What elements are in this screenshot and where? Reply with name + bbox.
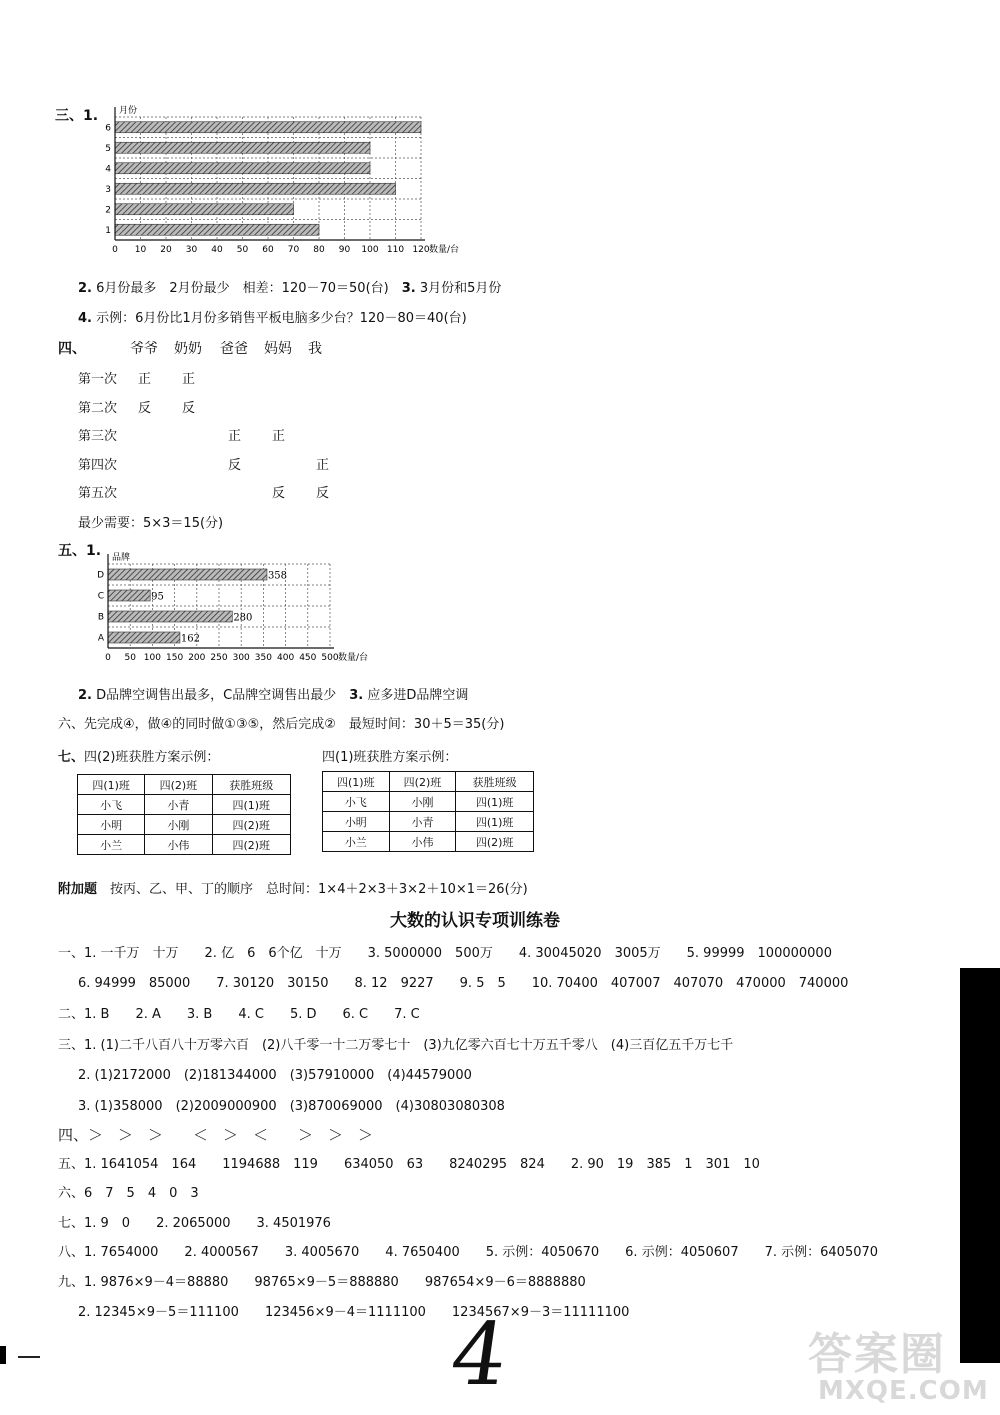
x-tick-label: 0 <box>105 653 111 663</box>
p2-l1: 二、1. B 2. A 3. B 4. C 5. D 6. C 7. C <box>58 1007 420 1022</box>
table-header-row <box>323 772 534 792</box>
round-label: 第一次 <box>78 372 118 387</box>
coin-result: 反 <box>272 486 286 501</box>
x-tick-label: 80 <box>313 245 325 255</box>
round-label: 第三次 <box>78 429 118 444</box>
p1-l1: 一、1. 一千万 十万 2. 亿 6 6个亿 十万 3. 5000000 500万 4. 30045020 3005万 5. 99999 100000000 <box>58 946 832 961</box>
x-tick-label: 30 <box>185 245 198 255</box>
s7-left-title: 七、四(2)班获胜方案示例： <box>58 750 220 765</box>
x-tick-label: 350 <box>254 653 272 663</box>
handwritten-page-number: 4 <box>444 1305 514 1405</box>
x-axis-title: 数量/台 <box>429 245 460 255</box>
category-label: A <box>97 633 104 644</box>
bar-B <box>108 611 232 622</box>
x-tick-label: 200 <box>188 653 206 663</box>
category-label: 3 <box>105 184 111 195</box>
s4-summary: 最少需要：5×3＝15(分) <box>78 516 224 531</box>
p3-l1: 三、1. (1)二千八百八十万零六百 (2)八千零一十二万零七十 (3)九亿零六百七十万五千零八 (4)三百亿五千万七千 <box>58 1038 734 1053</box>
table-row <box>323 812 534 832</box>
category-label: D <box>97 570 104 581</box>
x-tick-label: 90 <box>338 245 351 255</box>
section-3-number: 三、1. <box>55 108 99 124</box>
category-label: 5 <box>105 143 111 154</box>
p8-l1: 八、1. 7654000 2. 4000567 3. 4005670 4. 7650400 5. 示例：4050670 6. 示例：4050607 7. 示例：6405070 <box>58 1245 879 1260</box>
table-header-cell: 四(2)班 <box>389 772 456 792</box>
bar-3 <box>115 183 396 194</box>
watermark-logo: 答案圈 <box>808 1329 946 1380</box>
bar-5 <box>115 142 370 153</box>
page-edge-mark <box>0 1346 6 1364</box>
bar-C <box>108 590 150 601</box>
table-header-cell: 四(2)班 <box>145 775 212 795</box>
table-cell: 小飞 <box>323 792 390 812</box>
s7-right-title: 四(1)班获胜方案示例： <box>322 750 458 765</box>
x-tick-label: 20 <box>160 245 172 255</box>
p5-l1: 五、1. 1641054 164 1194688 119 634050 63 8240295 824 2. 90 19 385 1 301 10 <box>58 1157 760 1172</box>
s7-left-table <box>77 774 291 855</box>
x-tick-label: 300 <box>232 653 250 663</box>
table-cell: 四(2)班 <box>212 835 290 855</box>
coin-result: 反 <box>228 458 242 473</box>
table-cell: 小兰 <box>323 832 390 852</box>
coin-result: 正 <box>272 429 286 444</box>
x-tick-label: 0 <box>112 245 118 255</box>
table-cell: 小飞 <box>78 795 145 815</box>
round-label: 第五次 <box>78 486 118 501</box>
coin-result: 反 <box>316 486 330 501</box>
y-axis-title: 月份 <box>119 106 138 116</box>
table-cell: 小兰 <box>78 835 145 855</box>
person-header: 爸爸 <box>220 341 248 357</box>
round-label: 第四次 <box>78 458 118 473</box>
watermark-url: MXQE.COM <box>818 1376 989 1406</box>
coin-result: 反 <box>182 401 196 416</box>
bar-1 <box>115 224 319 235</box>
category-label: C <box>97 591 104 602</box>
bar-A <box>108 632 180 643</box>
table-cell: 四(1)班 <box>456 792 534 812</box>
person-header: 爷爷 <box>130 341 158 357</box>
table-row <box>78 815 291 835</box>
x-tick-label: 100 <box>361 245 379 255</box>
category-label: 4 <box>105 164 111 175</box>
bar-D <box>108 569 267 580</box>
table-row <box>323 792 534 812</box>
s3-q4: 4. 示例：6月份比1月份多销售平板电脑多少台？120－80＝40(台) <box>78 311 467 326</box>
person-header: 妈妈 <box>264 341 292 357</box>
table-header-row <box>78 775 291 795</box>
scan-edge-bar <box>960 968 1000 1363</box>
data-label: 358 <box>267 570 288 582</box>
section-title: 大数的认识专项训练卷 <box>390 911 560 931</box>
x-tick-label: 250 <box>210 653 228 663</box>
coin-result: 反 <box>138 401 152 416</box>
data-label: 162 <box>180 633 201 645</box>
x-tick-label: 500 <box>321 653 339 663</box>
table-cell: 四(2)班 <box>456 832 534 852</box>
table-row <box>78 795 291 815</box>
category-label: B <box>97 612 104 623</box>
coin-result: 正 <box>182 372 196 387</box>
coin-result: 正 <box>138 372 152 387</box>
category-label: 2 <box>105 205 111 216</box>
p9-l2: 2. 12345×9－5＝111100 123456×9－4＝1111100 1234567×9－3＝11111100 <box>78 1305 630 1320</box>
bar-2 <box>115 204 294 215</box>
s7-right-table <box>322 771 534 852</box>
table-cell: 小伟 <box>145 835 212 855</box>
p6-l1: 六、6 7 5 4 0 3 <box>58 1186 199 1201</box>
s6-text: 六、先完成④，做④的同时做①③⑤，然后完成② 最短时间：30＋5＝35(分) <box>58 717 505 732</box>
category-label: 6 <box>105 123 111 134</box>
bar-chart-brands <box>88 538 388 673</box>
x-tick-label: 60 <box>262 245 274 255</box>
p9-l1: 九、1. 9876×9－4＝88880 98765×9－5＝888880 987654×9－6＝8888880 <box>58 1275 586 1290</box>
x-tick-label: 450 <box>299 653 317 663</box>
bar-6 <box>115 122 421 133</box>
page-edge-dash <box>18 1356 40 1358</box>
x-tick-label: 10 <box>134 245 147 255</box>
x-tick-label: 50 <box>236 245 249 255</box>
y-axis-title: 品牌 <box>112 553 131 563</box>
person-header: 我 <box>308 341 322 357</box>
x-tick-label: 70 <box>287 245 300 255</box>
s5-q2: 2. D品牌空调售出最多，C品牌空调售出最少 3. 应多进D品牌空调 <box>78 688 469 703</box>
p3-l2: 2. (1)2172000 (2)181344000 (3)57910000 (4)44579000 <box>78 1068 472 1083</box>
table-cell: 小明 <box>78 815 145 835</box>
table-row <box>323 832 534 852</box>
table-header-cell: 四(1)班 <box>323 772 390 792</box>
p4-l1: 四、＞ ＞ ＞ ＜ ＞ ＜ ＞ ＞ ＞ <box>58 1126 374 1144</box>
x-tick-label: 400 <box>277 653 295 663</box>
section-4-number: 四、 <box>58 341 86 357</box>
table-cell: 小刚 <box>145 815 212 835</box>
p3-l3: 3. (1)358000 (2)2009000900 (3)870069000 (4)30803080308 <box>78 1099 505 1114</box>
table-cell: 四(2)班 <box>212 815 290 835</box>
x-tick-label: 150 <box>166 653 184 663</box>
table-header-cell: 获胜班级 <box>456 772 534 792</box>
bonus-line: 附加题 按丙、乙、甲、丁的顺序 总时间：1×4＋2×3＋3×2＋10×1＝26(分) <box>58 882 528 897</box>
s3-q2: 2. 6月份最多 2月份最少 相差：120－70＝50(台) 3. 3月份和5月份 <box>78 281 502 296</box>
x-tick-label: 110 <box>386 245 405 255</box>
coin-result: 正 <box>228 429 242 444</box>
category-label: 1 <box>105 225 111 236</box>
table-cell: 四(1)班 <box>212 795 290 815</box>
table-cell: 小刚 <box>389 792 456 812</box>
bar-4 <box>115 163 370 174</box>
table-cell: 小青 <box>389 812 456 832</box>
data-label: 280 <box>233 612 253 624</box>
coin-result: 正 <box>316 458 330 473</box>
table-cell: 小青 <box>145 795 212 815</box>
x-axis-title: 数量/台 <box>338 653 369 663</box>
p1-l2: 6. 94999 85000 7. 30120 30150 8. 12 9227 9. 5 5 10. 70400 407007 407070 470000 740000 <box>78 976 849 991</box>
x-tick-label: 120 <box>412 245 430 255</box>
p7-l1: 七、1. 9 0 2. 2065000 3. 4501976 <box>58 1216 331 1231</box>
round-label: 第二次 <box>78 401 118 416</box>
table-cell: 小明 <box>323 812 390 832</box>
bar-chart-months <box>95 100 475 270</box>
table-header-cell: 获胜班级 <box>212 775 290 795</box>
table-cell: 小伟 <box>389 832 456 852</box>
x-tick-label: 40 <box>211 245 223 255</box>
x-tick-label: 100 <box>143 653 161 663</box>
data-label: 95 <box>151 591 164 603</box>
table-cell: 四(1)班 <box>456 812 534 832</box>
table-row <box>78 835 291 855</box>
x-tick-label: 50 <box>124 653 136 663</box>
person-header: 奶奶 <box>174 341 202 357</box>
section-5-number: 五、1. <box>58 543 102 559</box>
table-header-cell: 四(1)班 <box>78 775 145 795</box>
